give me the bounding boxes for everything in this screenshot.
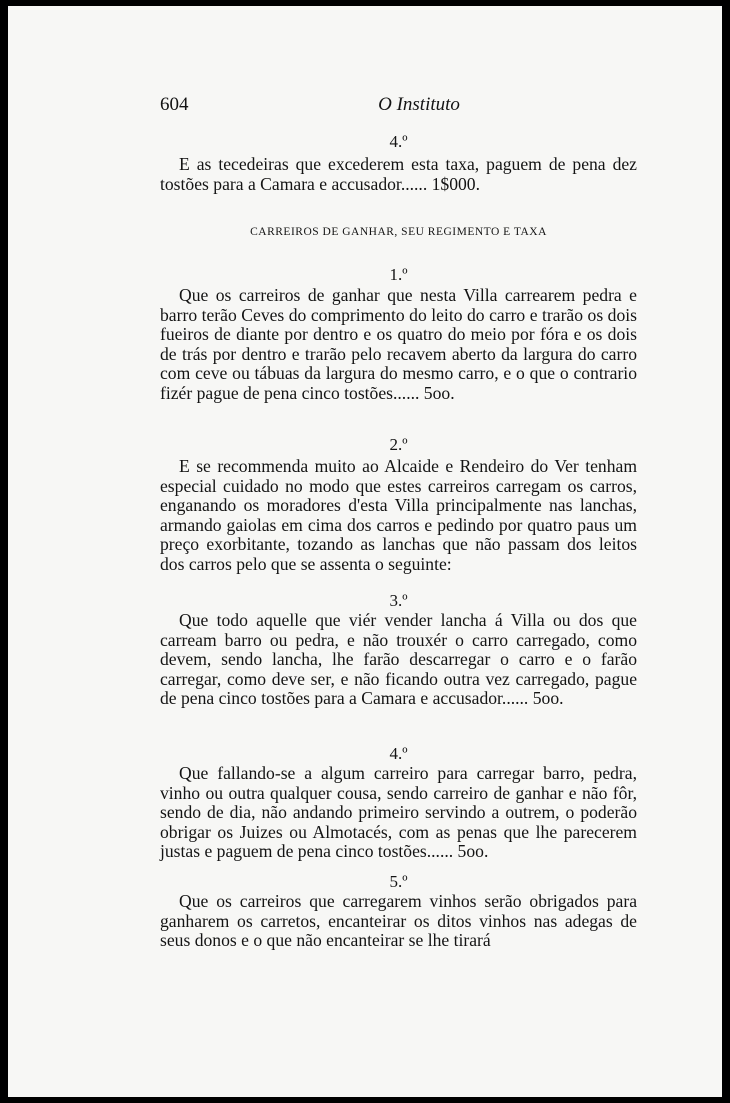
section-number-prev: 4.º (389, 132, 408, 151)
paragraph-text: E as tecedeiras que excederem esta taxa, paguem de pena dez tostões para a Camara e accusador...... 1$000. (160, 154, 637, 194)
article-2 (160, 457, 637, 575)
article-3 (160, 611, 637, 709)
article-text: E se recommenda muito ao Alcaide e Rendeiro do Ver tenham especial cuidado no modo que estes carreiros carregam os carros, enganando os moradores d'esta Villa principalmente nas lanchas, armando gaiolas em cima dos carros e pedindo por quatro paus um preço exorbitante, tozando as lanchas que não passam dos leitos dos carros pelo que se assenta o seguinte: (160, 456, 637, 574)
article-number-5: 5.º (389, 872, 408, 891)
article-number-4: 4.º (389, 744, 408, 763)
paragraph-prev (160, 155, 637, 194)
article-1 (160, 286, 637, 404)
article-text: Que fallando-se a algum carreiro para carregar barro, pedra, vinho ou outra qualquer cousa, sendo carreiro de ganhar e não fôr, sendo de dia, não andando primeiro servindo a outrem, o poderão obrigar os Juizes ou Almotacés, com as penas que lhe parecerem justas e paguem de pena cinco tostões...... 5oo. (160, 763, 637, 862)
article-5 (160, 892, 637, 951)
article-4 (160, 764, 637, 862)
running-header (160, 94, 638, 120)
article-text: Que os carreiros de ganhar que nesta Villa carrearem pedra e barro terão Ceves do comprimento do leito do carro e trarão os dois fueiros de diante por dentro e os quatro do meio por fóra e os dois de trás por dentro e trarão pelo recavem aberto da largura do carro com ceve ou tábuas da largura do mesmo carro, e o que o contrario fizér pague de pena cinco tostões...... 5oo. (160, 285, 637, 403)
page-number: 604 (160, 94, 189, 115)
article-number-3: 3.º (389, 591, 408, 610)
article-text: Que os carreiros que carregarem vinhos serão obrigados para ganharem os carretos, encanteirar os ditos vinhos nas adegas de seus donos e o que não encanteirar se lhe tirará (160, 891, 637, 951)
article-number-2: 2.º (389, 435, 408, 454)
journal-title: O Instituto (378, 94, 460, 115)
section-heading: CARREIROS DE GANHAR, SEU REGIMENTO E TAXA (250, 226, 547, 238)
article-text: Que todo aquelle que viér vender lancha á Villa ou dos que carream barro ou pedra, e não trouxér o carro carregado, como devem, sendo lancha, lhe farão descarregar o carro e o farão carregar, como deve ser, e não ficando outra vez carregado, pague de pena cinco tostões para a Camara e accusador...... 5oo. (160, 610, 637, 709)
page (8, 6, 722, 1097)
article-number-1: 1.º (389, 265, 408, 284)
